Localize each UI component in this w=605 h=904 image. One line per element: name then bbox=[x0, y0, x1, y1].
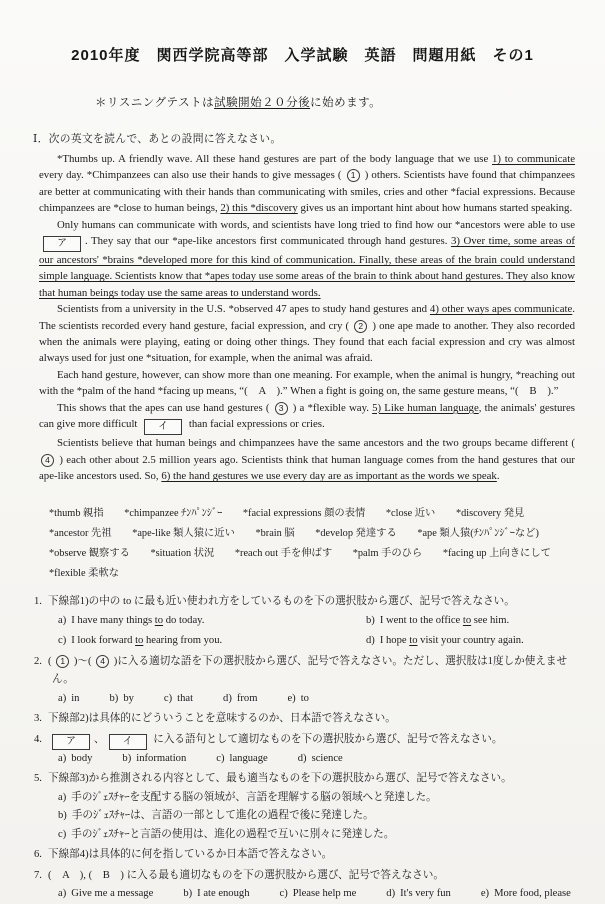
passage-paragraph bbox=[39, 400, 575, 435]
text-run: ＊リスニングテストは bbox=[95, 97, 215, 109]
question-block bbox=[34, 731, 581, 769]
option-label: c) bbox=[216, 752, 225, 764]
text-run: ) a *flexible way. bbox=[289, 401, 373, 414]
question-options bbox=[34, 789, 581, 845]
text-run: Scientists from a university in the U.S. *observed 47 apes to study hand gestures and bbox=[57, 303, 430, 316]
option-label: b) bbox=[109, 692, 119, 704]
question-number: 3. bbox=[34, 713, 42, 725]
text-run: I ate enough bbox=[197, 888, 250, 900]
question-prompt bbox=[34, 593, 581, 612]
option-label: c) bbox=[279, 888, 288, 900]
text-run: I have many things bbox=[71, 614, 155, 626]
passage-paragraph bbox=[39, 367, 575, 400]
vocab-line: *flexible 柔軟な bbox=[49, 568, 120, 580]
answer-option bbox=[481, 885, 571, 904]
text-run: Each hand gesture, however, can show more than one meaning. For example, when the animal is hungry, *reaching out with the *palm of the hand *facing up means, “( A ).” When a fight is going on, the same gesture means, “( B ).” bbox=[39, 368, 575, 398]
question-options bbox=[34, 750, 581, 769]
answer-option bbox=[58, 750, 92, 769]
passage-paragraph bbox=[39, 301, 575, 367]
question-block bbox=[34, 653, 581, 709]
text-run: ) others. Scientists have found that chimpanzees are better at communicating with their hands than communicating with smiles, cries and other *facial expressions. Because chimpanzees are *close to human beings, bbox=[39, 169, 575, 215]
answer-option bbox=[183, 885, 249, 904]
circled-number: 1 bbox=[347, 169, 360, 182]
option-label: d) bbox=[223, 692, 232, 704]
question-block bbox=[34, 846, 581, 865]
text-run: 、 bbox=[94, 733, 105, 745]
text-run: do today. bbox=[163, 614, 205, 626]
option-label: d) bbox=[386, 888, 396, 900]
answer-option bbox=[280, 885, 357, 904]
question-block bbox=[34, 867, 581, 904]
text-run: ) one ape made to another. They also recorded when the animals were playing, eating or doing other things. They found that each facial expression and cry was almost always used for just one *situation, for example, when the animal was afraid. bbox=[39, 319, 575, 365]
text-run: *Thumbs up. A friendly wave. All these hand gestures are part of the body language that we use bbox=[57, 153, 493, 165]
answer-option bbox=[58, 612, 366, 631]
text-run: 下線部4)は具体的に何を指しているか日本語で答えなさい。 bbox=[48, 849, 333, 861]
page-title: 2010年度 関西学院高等部 入学試験 英語 問題用紙 その1 bbox=[71, 47, 534, 64]
text-run: Give me a message bbox=[71, 888, 154, 900]
vocab-line: *observe 観察する *situation 状況 *reach out 手を伸ばす *palm 手のひら *facing up 上向きにして bbox=[49, 548, 551, 560]
text-run: に始めます。 bbox=[310, 97, 382, 109]
text-run: in bbox=[71, 692, 80, 704]
underlined-text: 5) Like human language bbox=[372, 401, 479, 414]
text-run: gives us an important hint about how humans started speaking. bbox=[297, 202, 573, 215]
answer-option bbox=[164, 690, 193, 709]
question-block bbox=[34, 710, 581, 729]
answer-option bbox=[216, 750, 267, 769]
option-label: c) bbox=[58, 828, 67, 840]
vocab-line: *thumb 親指 *chimpanzee ﾁﾝﾊﾟﾝｼﾞｰ *facial expressions 顔の表情 *close 近い *discovery 発見 bbox=[49, 508, 525, 520]
answer-option bbox=[223, 690, 257, 709]
underlined-text: 4) other ways apes communicate bbox=[429, 303, 573, 316]
questions-list bbox=[34, 593, 581, 904]
answer-option bbox=[58, 826, 581, 845]
option-label: d) bbox=[297, 752, 307, 764]
option-label: b) bbox=[183, 888, 193, 900]
text-run: に入る語句として適切なものを下の選択肢から選び、記号で答えなさい。 bbox=[150, 733, 503, 745]
listening-note bbox=[95, 94, 605, 110]
answer-box: イ bbox=[144, 419, 182, 435]
option-label: c) bbox=[58, 635, 67, 647]
text-run: It's very fun bbox=[400, 888, 451, 900]
question-block bbox=[34, 770, 581, 844]
question-prompt bbox=[34, 710, 581, 729]
text-run: , the animals' gestures can give more difficult bbox=[39, 401, 575, 431]
text-run: Only humans can communicate with words, and scientists have long tried to find how our *ancestors were able to use bbox=[57, 218, 575, 231]
text-run: I went to the office bbox=[379, 614, 463, 626]
answer-option bbox=[386, 885, 451, 904]
answer-option bbox=[122, 750, 186, 769]
answer-box: イ bbox=[109, 734, 147, 750]
question-prompt bbox=[34, 846, 581, 865]
reading-passage bbox=[39, 151, 575, 484]
text-run: More food, please bbox=[494, 888, 571, 900]
question-prompt bbox=[34, 770, 581, 789]
text-run: by bbox=[123, 692, 134, 704]
text-run: . They say that our *ape-like ancestors first communicated through hand gestures. bbox=[85, 235, 451, 248]
text-run: )に入る適切な語を下の選択肢から選び、記号で答えなさい。ただし、選択肢は1度しか使えません。 bbox=[52, 655, 568, 686]
option-label: a) bbox=[58, 888, 67, 900]
question-number: 5. bbox=[34, 773, 42, 785]
question-options bbox=[34, 690, 581, 709]
option-label: a) bbox=[58, 752, 67, 764]
answer-option bbox=[58, 690, 79, 709]
text-run: hearing from you. bbox=[143, 635, 223, 647]
option-label: c) bbox=[163, 692, 173, 704]
circled-number: 4 bbox=[96, 655, 109, 668]
answer-box: ア bbox=[52, 734, 90, 750]
text-run: to bbox=[300, 692, 309, 704]
question-number: 4. bbox=[34, 733, 42, 745]
vocab-line: *ancestor 先祖 *ape-like 類人猿に近い *brain 脳 *develop 発達する *ape 類人猿(ﾁﾝﾊﾟﾝｼﾞｰなど) bbox=[49, 528, 539, 540]
passage-paragraph bbox=[39, 435, 575, 484]
answer-option bbox=[287, 690, 308, 709]
text-run: see him. bbox=[471, 614, 510, 626]
underlined-text: to bbox=[462, 614, 472, 626]
text-run: 下線部3)から推測される内容として、最も適当なものを下の選択肢から選び、記号で答えなさい。 bbox=[48, 773, 512, 785]
text-run: from bbox=[236, 692, 258, 704]
question-prompt bbox=[34, 653, 581, 690]
question-options bbox=[34, 612, 581, 651]
answer-option bbox=[58, 807, 581, 826]
circled-number: 4 bbox=[41, 454, 54, 467]
circled-number: 2 bbox=[354, 320, 367, 333]
text-run: 下線部2)は具体的にどういうことを意味するのか、日本語で答えなさい。 bbox=[48, 713, 396, 725]
question-prompt bbox=[34, 867, 581, 886]
text-run: every day. *Chimpanzees can also use their hands to give messages ( bbox=[39, 169, 345, 182]
text-run: I look forward bbox=[71, 635, 136, 647]
text-run: 手のｼﾞｪｽﾁｬｰと言語の使用は、進化の過程で互いに別々に発達した。 bbox=[71, 828, 395, 840]
circled-number: 3 bbox=[275, 402, 288, 415]
option-label: b) bbox=[366, 614, 375, 626]
option-label: b) bbox=[122, 752, 132, 764]
text-run: science bbox=[311, 752, 343, 764]
question-number: 2. bbox=[34, 655, 42, 667]
answer-option bbox=[298, 750, 343, 769]
question-number: 7. bbox=[34, 869, 42, 881]
text-run: visit your country again. bbox=[417, 635, 524, 647]
option-label: e) bbox=[480, 888, 490, 900]
text-run: )～( bbox=[71, 655, 95, 667]
text-run: body bbox=[71, 752, 93, 764]
vocabulary-notes bbox=[49, 504, 577, 584]
text-run: ( bbox=[48, 655, 55, 667]
question-options bbox=[34, 885, 581, 904]
text-run: 下線部1)の中の to に最も近い使われ方をしているものを下の選択肢から選び、記号で答えなさい。 bbox=[48, 596, 515, 608]
question-prompt bbox=[34, 731, 581, 750]
question-block bbox=[34, 593, 581, 651]
text-run: that bbox=[177, 692, 194, 704]
question-number: 6. bbox=[34, 849, 42, 861]
option-label: d) bbox=[366, 635, 375, 647]
text-run: 手のｼﾞｪｽﾁｬｰは、言語の一部として進化の過程で後に発達した。 bbox=[71, 810, 374, 822]
text-run: ( A ), ( B ) に入る最も適切なものを下の選択肢から選び、記号で答えなさい。 bbox=[48, 869, 444, 881]
answer-option bbox=[366, 612, 581, 631]
text-run: 手のｼﾞｪｽﾁｬｰを支配する脳の領域が、言語を理解する脳の領域へと発達した。 bbox=[71, 791, 437, 803]
section-heading: Ⅰ．次の英文を読んで、あとの設問に答えなさい。 bbox=[33, 133, 282, 145]
text-run: . The scientists recorded every hand gesture, facial expression, and cry ( bbox=[39, 303, 575, 332]
text-run: language bbox=[229, 752, 268, 764]
underlined-text: 3) Over time, some areas of our ancestors' *brains *developed more for this kind of communication. Finally, these areas of the brain could understand simple language. Scientists know that *apes today use some areas of the brain to think about hand gestures. They also know that human beings today use the same areas to understand words. bbox=[39, 235, 575, 299]
underlined-text: to bbox=[154, 614, 164, 626]
option-label: a) bbox=[58, 692, 67, 704]
underlined-text: 2) this *discovery bbox=[220, 202, 298, 215]
underlined-text: 6) the hand gestures we use every day are as important as the words we speak bbox=[161, 469, 497, 482]
answer-option bbox=[109, 690, 133, 709]
text-run: Scientists believe that human beings and chimpanzees have the same ancestors and the two groups became different ( bbox=[57, 437, 575, 450]
underlined-text: 試験開始２０分後 bbox=[214, 97, 311, 109]
text-run: Please help me bbox=[292, 888, 357, 900]
underlined-text: to bbox=[409, 635, 418, 647]
text-run: This shows that the apes can use hand gestures ( bbox=[57, 401, 273, 414]
text-run: I hope bbox=[379, 635, 410, 647]
text-run: . bbox=[496, 469, 500, 482]
question-number: 1. bbox=[34, 596, 42, 608]
circled-number: 1 bbox=[56, 655, 69, 668]
passage-paragraph bbox=[39, 217, 575, 302]
answer-option bbox=[58, 885, 153, 904]
answer-option bbox=[58, 789, 581, 808]
text-run: information bbox=[136, 752, 187, 764]
answer-option bbox=[58, 632, 366, 651]
option-label: a) bbox=[58, 791, 67, 803]
option-label: b) bbox=[58, 810, 67, 822]
answer-option bbox=[366, 632, 581, 651]
text-run: than facial expressions or cries. bbox=[186, 418, 325, 431]
option-label: e) bbox=[287, 692, 296, 704]
text-run: ) each other about 2.5 million years ago. Scientists think that human language comes from the hand gestures that our ape-like ancestors used. So, bbox=[39, 453, 575, 482]
underlined-text: to bbox=[135, 635, 144, 647]
underlined-text: 1) to communicate bbox=[492, 153, 575, 165]
answer-box: ア bbox=[43, 236, 81, 252]
option-label: a) bbox=[58, 614, 67, 626]
passage-paragraph bbox=[39, 151, 575, 217]
